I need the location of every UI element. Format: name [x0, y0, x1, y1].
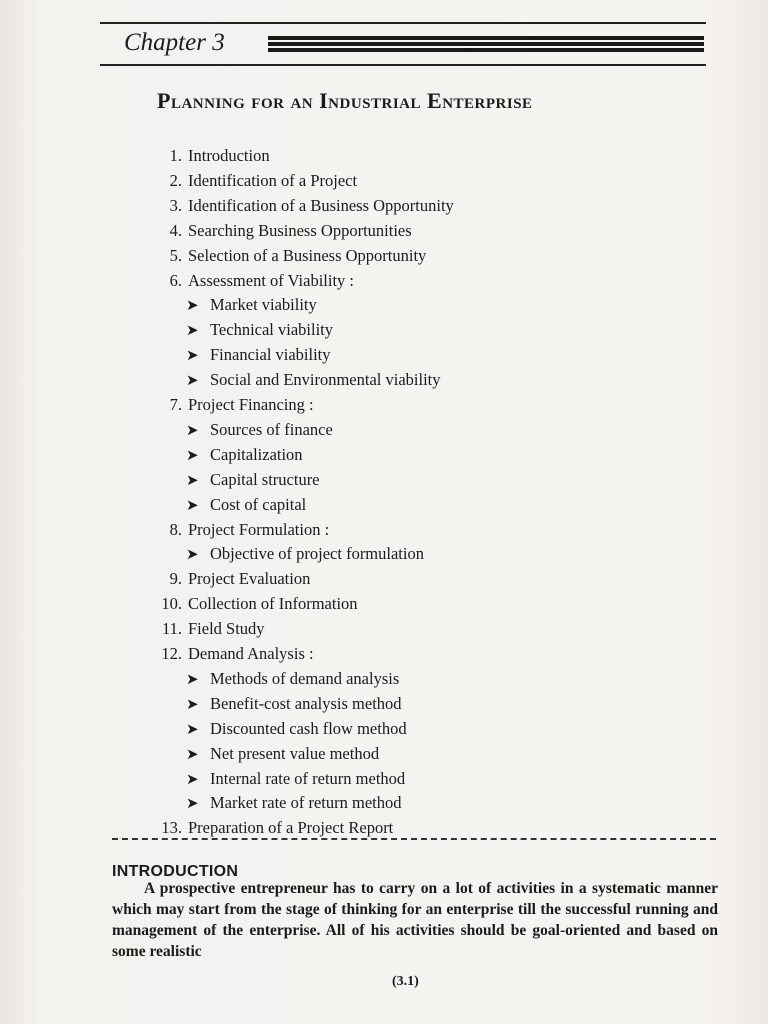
toc-subitem	[186, 445, 303, 466]
chapter-label: Chapter 3	[124, 29, 225, 56]
toc-item	[156, 395, 314, 415]
toc-item-label: Searching Business Opportunities	[188, 220, 412, 240]
arrow-bullet-icon: ➤	[186, 348, 199, 365]
toc-item-number: 4.	[169, 220, 182, 240]
arrow-bullet-icon: ➤	[186, 796, 199, 813]
toc-item-label: Introduction	[188, 146, 270, 165]
toc-item	[148, 644, 314, 664]
toc-item-label: Preparation of a Project Report	[188, 818, 394, 838]
arrow-bullet-icon: ➤	[186, 547, 199, 564]
toc-subitem-label: Capital structure	[210, 469, 320, 489]
arrow-bullet-icon: ➤	[186, 746, 199, 763]
toc-subitem	[186, 470, 320, 491]
toc-item-label: Field Study	[188, 619, 265, 639]
toc-subitem	[186, 420, 333, 441]
toc-subitem	[186, 370, 441, 391]
toc-subitem-label: Net present value method	[210, 743, 380, 763]
section-divider	[112, 838, 716, 840]
toc-subitem	[186, 295, 317, 316]
arrow-bullet-icon: ➤	[186, 298, 199, 315]
toc-subitem-label: Market rate of return method	[210, 793, 402, 813]
toc-subitem-label: Sources of finance	[210, 419, 333, 439]
toc-item-label: Demand Analysis :	[188, 644, 314, 663]
toc-subitem	[186, 669, 399, 690]
toc-item-number: 9.	[169, 569, 182, 589]
toc-item-label: Identification of a Business Opportunity	[188, 195, 454, 215]
arrow-bullet-icon: ➤	[186, 721, 199, 738]
arrow-bullet-icon: ➤	[186, 696, 199, 713]
toc-item-number: 8.	[169, 519, 182, 539]
toc-subitem	[186, 495, 306, 516]
toc-item	[148, 619, 265, 639]
section-paragraph: A prospective entrepreneur has to carry on a lot of activities in a systematic manner which may start from the stage of thinking for an enterprise till the successful running and management of the enterprise. All of his activities should be goal-oriented and based on some realistic	[112, 880, 718, 960]
arrow-bullet-icon: ➤	[186, 373, 199, 390]
toc-item-number: 2.	[169, 170, 182, 190]
arrow-bullet-icon: ➤	[186, 472, 199, 489]
toc-item	[156, 246, 426, 266]
toc-subitem-label: Cost of capital	[210, 494, 307, 514]
toc-item-number: 10.	[161, 594, 182, 614]
toc-item-number: 7.	[169, 395, 182, 414]
toc-item-number: 6.	[169, 270, 182, 290]
toc-item-label: Selection of a Business Opportunity	[188, 245, 427, 265]
toc-subitem-label: Discounted cash flow method	[210, 718, 407, 738]
toc-item	[156, 271, 354, 291]
toc-item-number: 12.	[161, 644, 182, 663]
toc-item	[156, 146, 270, 166]
arrow-bullet-icon: ➤	[186, 497, 199, 514]
toc-item	[156, 569, 310, 589]
chapter-title: Planning for an Industrial Enterprise	[157, 88, 533, 113]
arrow-bullet-icon: ➤	[186, 447, 199, 464]
toc-item-label: Project Financing :	[188, 395, 314, 414]
toc-item-label: Identification of a Project	[188, 170, 358, 190]
toc-item-number: 1.	[169, 146, 182, 165]
toc-subitem-label: Objective of project formulation	[210, 544, 424, 564]
toc-item-label: Assessment of Viability :	[188, 270, 354, 290]
toc-item-number: 11.	[161, 619, 182, 639]
arrow-bullet-icon: ➤	[186, 671, 199, 688]
section-heading: INTRODUCTION	[112, 863, 239, 880]
arrow-bullet-icon: ➤	[186, 323, 199, 340]
page-number: (3.1)	[392, 974, 419, 989]
toc-item	[156, 520, 329, 540]
toc-subitem	[186, 769, 405, 790]
toc-subitem	[186, 744, 379, 765]
toc-subitem-label: Financial viability	[210, 345, 331, 365]
toc-subitem-label: Capitalization	[210, 444, 303, 464]
toc-subitem	[186, 694, 402, 715]
toc-subitem-label: Internal rate of return method	[210, 768, 406, 788]
toc-item-label: Project Evaluation	[188, 569, 311, 589]
toc-subitem-label: Market viability	[210, 295, 317, 315]
toc-item-number: 3.	[169, 195, 182, 215]
toc-item	[148, 594, 358, 614]
arrow-bullet-icon: ➤	[186, 422, 199, 439]
toc-item	[156, 171, 357, 191]
toc-subitem	[186, 320, 333, 341]
toc-item	[156, 221, 412, 241]
toc-subitem-label: Technical viability	[210, 320, 334, 340]
toc-item-number: 5.	[169, 245, 182, 265]
toc-subitem-label: Benefit-cost analysis method	[210, 693, 402, 713]
toc-subitem	[186, 719, 407, 740]
toc-subitem	[186, 793, 402, 814]
toc-subitem	[186, 345, 331, 366]
toc-item-label: Collection of Information	[188, 594, 358, 614]
toc-item	[148, 818, 393, 838]
toc-subitem	[186, 544, 424, 565]
toc-item-label: Project Formulation :	[188, 519, 330, 539]
arrow-bullet-icon: ➤	[186, 771, 199, 788]
toc-subitem-label: Methods of demand analysis	[210, 668, 400, 688]
toc-item-number: 13.	[161, 818, 182, 838]
toc-item	[156, 196, 454, 216]
toc-subitem-label: Social and Environmental viability	[210, 370, 441, 390]
